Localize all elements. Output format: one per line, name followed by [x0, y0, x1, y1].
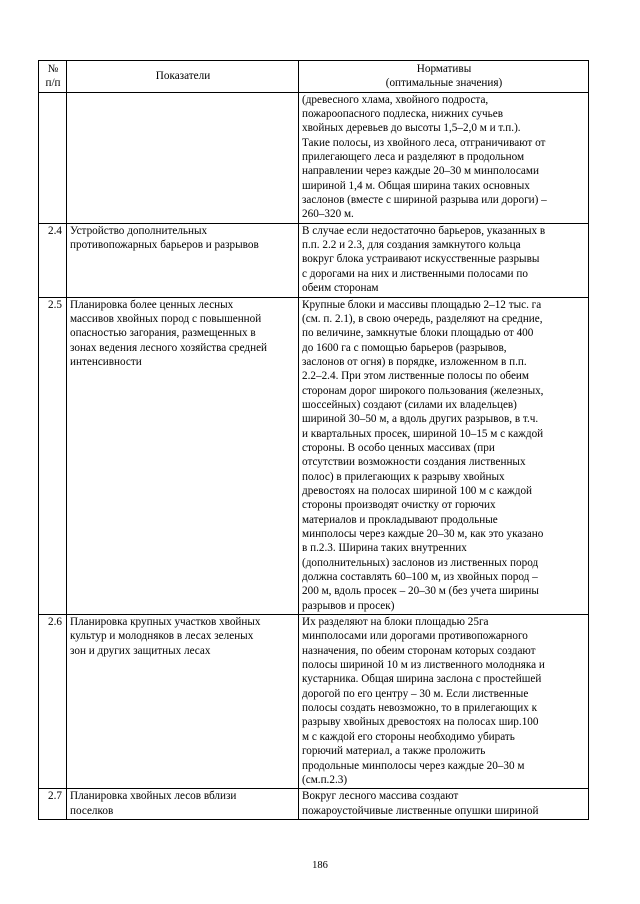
norm-line: Их разделяют на блоки площадью 25га [302, 616, 489, 629]
header-number-abbr: п/п [45, 77, 61, 90]
norm-line: в п.2.3. Ширина таких внутренних [302, 542, 467, 555]
norm-line: минполосами или дорогами противопожарного [302, 630, 528, 643]
norm-line: шириной 30–50 м, а вдоль других разрывов, в т.ч. [302, 413, 539, 426]
indicator-line: зон и других защитных лесах [70, 644, 211, 657]
indicator-line: интенсивности [70, 355, 142, 368]
norm-line: стороны производят очистку от горючих [302, 499, 496, 512]
row-norm [299, 615, 589, 789]
table-row [39, 297, 589, 615]
norm-line: заслонов от огня) в порядке, изложенном в п.п. [302, 355, 527, 368]
table-row [39, 223, 589, 297]
norm-line: назначения, по обеим сторонам которых создают [302, 644, 536, 657]
document-page [38, 60, 588, 820]
header-indicators: Показатели [67, 61, 299, 93]
indicator-line: поселков [70, 804, 114, 817]
norm-line: по величине, замкнутые блоки площадью от 400 [302, 327, 534, 340]
norm-line: кустарника. Общая ширина заслона с простейшей [302, 673, 542, 686]
table-row [39, 92, 589, 223]
row-number: 2.4 [39, 223, 67, 297]
norm-line: стороны. В особо ценных массивах (при [302, 441, 495, 454]
norm-line: до 1600 га с помощью барьеров (разрывов, [302, 341, 507, 354]
norm-line: продольные минполосы через каждые 20–30 м [302, 759, 525, 772]
row-indicator [67, 297, 299, 615]
indicator-line: массивов хвойных пород с повышенной [70, 312, 262, 325]
indicator-line: опасностью загорания, размещенных в [70, 327, 256, 340]
row-norm [299, 297, 589, 615]
norm-line: 200 м, вдоль просек – 20–30 м (без учета ширины [302, 585, 539, 598]
norm-line: п.п. 2.2 и 2.3, для создания замкнутого кольца [302, 239, 521, 252]
norm-line: разрыву хвойных древостоях на полосах шир.100 [302, 716, 539, 729]
table-header-row [39, 61, 589, 93]
norm-line: вокруг блока устраивают искусственные разрывы [302, 253, 540, 266]
norm-line: дорогой по его центру – 30 м. Если лиственные [302, 687, 529, 700]
norm-line: полосы шириной 10 м из лиственного молодняка и [302, 659, 545, 672]
norm-line: шоссейных) создают (силами их владельцев) [302, 398, 517, 411]
norm-line: прилегающего леса и разделяют в продольном [302, 151, 525, 164]
norm-line: разрывов и просек) [302, 599, 395, 612]
table-row [39, 615, 589, 789]
row-norm [299, 223, 589, 297]
norm-line: отсутствии возможности создания лиственных [302, 456, 526, 469]
norms-table [38, 60, 589, 820]
norm-line: полосы создать невозможно, то в прилегающих к [302, 702, 538, 715]
table-body [39, 92, 589, 819]
table-row [39, 789, 589, 820]
norm-line: обеим сторонам [302, 282, 379, 295]
norm-line: (см. п. 2.1), в свою очередь, разделяют на средние, [302, 312, 543, 325]
row-number: 2.6 [39, 615, 67, 789]
row-indicator [67, 615, 299, 789]
row-norm [299, 789, 589, 820]
row-indicator [67, 789, 299, 820]
row-indicator [67, 223, 299, 297]
indicator-line: Планировка хвойных лесов вблизи [70, 790, 237, 803]
header-norms-title: Нормативы [416, 63, 472, 75]
row-number [39, 92, 67, 223]
norm-line: 260–320 м. [302, 208, 354, 221]
header-norms-subtitle: (оптимальные значения) [385, 77, 503, 90]
row-indicator [67, 92, 299, 223]
norm-line: (дополнительных) заслонов из лиственных пород [302, 556, 539, 569]
norm-line: шириной 1,4 м. Общая ширина таких основных [302, 179, 530, 192]
norm-line: м с каждой его стороны необходимо убирать [302, 730, 515, 743]
indicator-line: Планировка более ценных лесных [70, 298, 234, 311]
norm-line: хвойных деревьев до высоты 1,5–2,0 м и т.п.). [302, 122, 521, 135]
indicator-line: Устройство дополнительных [70, 224, 208, 237]
page-number: 186 [312, 860, 328, 871]
norm-line: сторонам дорог широкого пользования (железных, [302, 384, 544, 397]
norm-line: должна составлять 60–100 м, из хвойных пород – [302, 571, 538, 584]
row-norm [299, 92, 589, 223]
norm-line: (см.п.2.3) [302, 773, 348, 786]
norm-line: пожароустойчивые лиственные опушки шириной [302, 804, 539, 817]
row-number: 2.7 [39, 789, 67, 820]
norm-line: древостоях на полосах шириной 100 м с каждой [302, 484, 533, 497]
norm-line: с дорогами на них и лиственными полосами по [302, 267, 528, 280]
norm-line: полос) в прилегающих к разрыву хвойных [302, 470, 505, 483]
norm-line: материалов и прокладывают продольные [302, 513, 498, 526]
norm-line: В случае если недостаточно барьеров, указанных в [302, 224, 546, 237]
header-number [39, 61, 67, 93]
norm-line: Крупные блоки и массивы площадью 2–12 тыс. га [302, 298, 542, 311]
norm-line: пожароопасного подлеска, нижних сучьев [302, 108, 504, 121]
norm-line: 2.2–2.4. При этом лиственные полосы по обеим [302, 370, 529, 383]
norm-line: и квартальных просек, шириной 10–15 м с каждой [302, 427, 544, 440]
norm-line: минполосы через каждые 20–30 м, как это указано [302, 528, 544, 540]
header-number-symbol: № [47, 63, 59, 75]
norm-line: Такие полосы, из хвойного леса, отграничивают от [302, 136, 546, 149]
norm-line: направлении через каждые 20–30 м минполосами [302, 165, 539, 178]
indicator-line: Планировка крупных участков хвойных [70, 616, 261, 629]
norm-line: Вокруг лесного массива создают [302, 790, 459, 803]
norm-line: (древесного хлама, хвойного подроста, [302, 93, 489, 106]
header-norms [299, 61, 589, 93]
indicator-line: противопожарных барьеров и разрывов [70, 239, 259, 252]
norm-line: заслонов (вместе с шириной разрыва или дороги) – [302, 194, 547, 207]
row-number: 2.5 [39, 297, 67, 615]
norm-line: горючий материал, а также проложить [302, 745, 486, 758]
indicator-line: зонах ведения лесного хозяйства средней [70, 341, 268, 354]
indicator-line: культур и молодняков в лесах зеленых [70, 630, 254, 643]
